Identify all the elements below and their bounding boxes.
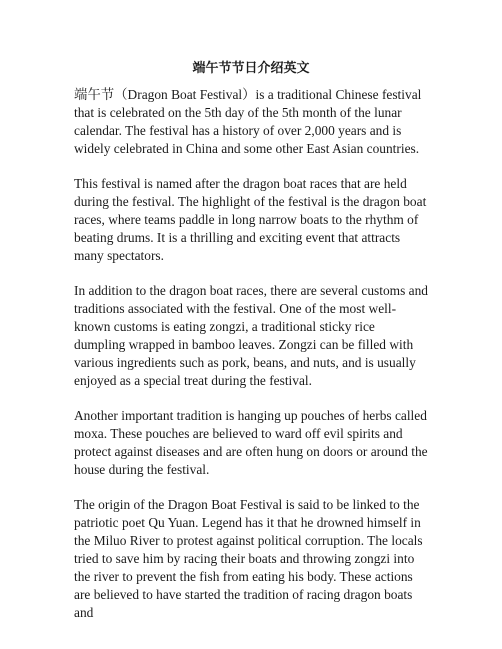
- paragraph-intro: 端午节（Dragon Boat Festival）is a traditional Chinese festival that is celebrated on the 5th day of the 5th month of the lunar calendar. The festival has a history of over 2,000 years and is widely celebrated in China and some other East Asian countries.: [74, 87, 422, 156]
- document-body: [74, 86, 428, 639]
- paragraph-customs-zongzi: In addition to the dragon boat races, there are several customs and traditions associated with the festival. One of the most well-known customs is eating zongzi, a traditional sticky rice dumpling wrapped in bamboo leaves. Zongzi can be filled with various ingredients such as pork, beans, and nuts, and is usually enjoyed as a special treat during the festival.: [74, 283, 428, 388]
- paragraph-moxa-pouches: Another important tradition is hanging up pouches of herbs called moxa. These pouches are believed to ward off evil spirits and protect against diseases and are often hung on doors or around the house during the festival.: [74, 408, 428, 477]
- document-title: 端午节节日介绍英文: [192, 60, 310, 75]
- paragraph-origin-qu-yuan: The origin of the Dragon Boat Festival is said to be linked to the patriotic poet Qu Yuan. Legend has it that he drowned himself in the Miluo River to protest against political corruption. The locals tried to save him by racing their boats and throwing zongzi into the river to prevent the fish from eating his body. These actions are believed to have started the tradition of racing dragon boats and: [74, 497, 423, 620]
- paragraph-dragon-boat-races: This festival is named after the dragon boat races that are held during the festival. The highlight of the festival is the dragon boat races, where teams paddle in long narrow boats to the rhythm of beating drums. It is a thrilling and exciting event that attracts many spectators.: [74, 176, 427, 263]
